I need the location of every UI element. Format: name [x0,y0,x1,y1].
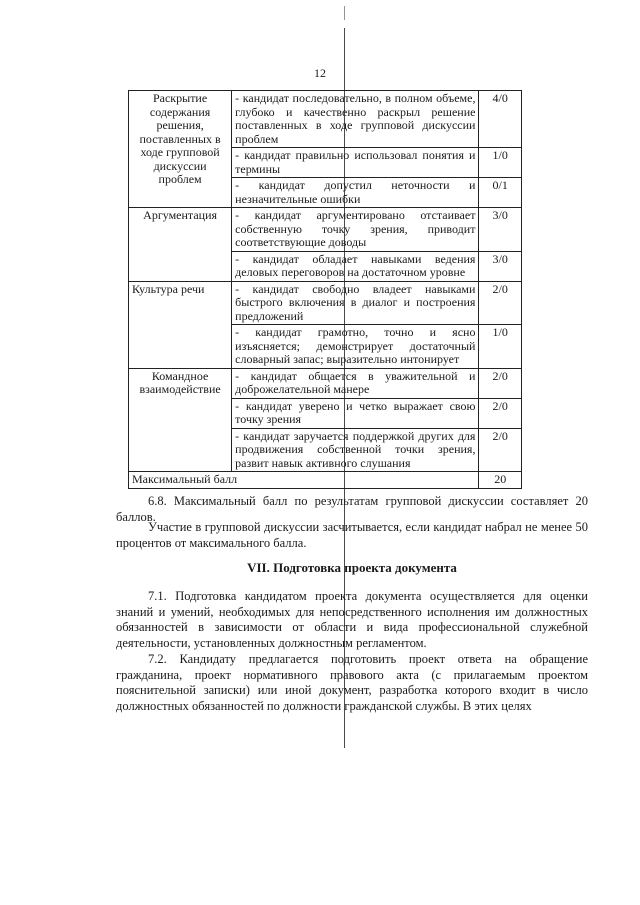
criterion-description: - кандидат заручается поддержкой других для продвижения собственной точки зрения, развит навык активного слушания [232,428,479,472]
paragraph-7-1: 7.1. Подготовка кандидатом проекта документа осуществляется для оценки знаний и умений, необходимых для непосредственного исполнения им должностных обязанностей в зависимости от области и вида профессиональной служебной деятельности, установленных должностным регламентом. [116,589,588,650]
total-label: Максимальный балл [129,472,479,489]
criterion-description: - кандидат общается в уважительной и доброжелательной манере [232,368,479,398]
criterion-score: 1/0 [479,325,522,369]
criterion-score: 0/1 [479,178,522,208]
criterion-score: 2/0 [479,398,522,428]
criterion-name: Культура речи [129,281,232,368]
criterion-description: - кандидат грамотно, точно и ясно изъясняется; демонстрирует достаточный словарный запас; выразительно интонирует [232,325,479,369]
paragraph-participation-block [116,520,588,551]
criterion-name: Командное взаимодействие [129,368,232,472]
table-row [129,208,522,252]
criterion-score: 4/0 [479,91,522,148]
criterion-description: - кандидат последовательно, в полном объеме, глубоко и качественно раскрыл решение поставленных в ходе групповой дискуссии проблем [232,91,479,148]
criterion-description: - кандидат обладает навыками ведения деловых переговоров на достаточном уровне [232,251,479,281]
criterion-description: - кандидат правильно использовал понятия и термины [232,148,479,178]
table-row [129,281,522,325]
table-row [129,91,522,148]
criterion-score: 2/0 [479,368,522,398]
table-row [129,368,522,398]
criterion-score: 2/0 [479,281,522,325]
criterion-description: - кандидат уверено и четко выражает свою точку зрения [232,398,479,428]
criterion-score: 1/0 [479,148,522,178]
criterion-score: 3/0 [479,251,522,281]
fold-line-top [344,6,345,20]
criterion-description: - кандидат свободно владеет навыками быстрого включения в диалог и построения предложений [232,281,479,325]
criterion-name: Раскрытие содержания решения, поставленных в ходе групповой дискуссии проблем [129,91,232,208]
criterion-description: - кандидат аргументировано отстаивает собственную точку зрения, приводит соответствующие доводы [232,208,479,252]
criterion-score: 2/0 [479,428,522,472]
paragraph-7-2: 7.2. Кандидату предлагается подготовить проект ответа на обращение гражданина, проект нормативного правового акта (с прилагаемым проектом пояснительной записки) или иной документ, разработка которого входит в число должностных обязанностей по должности гражданской службы. В этих целях [116,652,588,713]
table-total-row [129,472,522,489]
section-heading: VII. Подготовка проекта документа [247,560,457,575]
criterion-score: 3/0 [479,208,522,252]
criterion-name: Аргументация [129,208,232,282]
paragraph-7-2-block [116,652,588,714]
criteria-table [128,90,522,489]
paragraph-7-1-block [116,589,588,651]
paragraph-6-8: 6.8. Максимальный балл по результатам групповой дискуссии составляет 20 баллов. [116,494,588,524]
page-number: 12 [314,66,326,80]
total-value: 20 [479,472,522,489]
paragraph-participation: Участие в групповой дискуссии засчитывается, если кандидат набрал не менее 50 процентов от максимального балла. [116,520,588,550]
criterion-description: - кандидат допустил неточности и незначительные ошибки [232,178,479,208]
